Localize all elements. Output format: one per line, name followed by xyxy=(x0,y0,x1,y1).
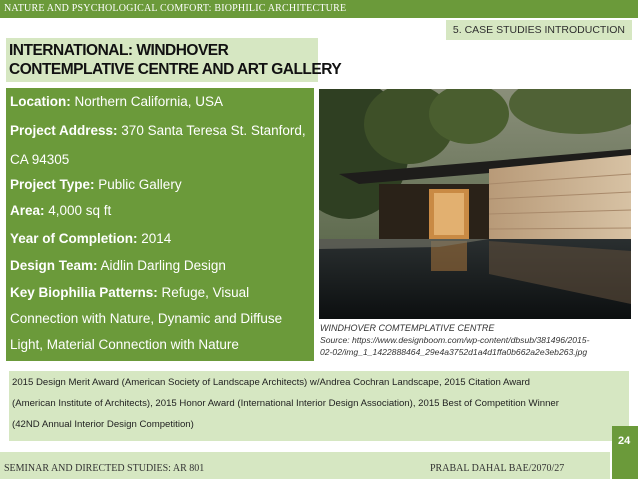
location-row xyxy=(10,94,223,109)
type-label: Project Type: xyxy=(10,177,95,192)
course-title: NATURE AND PSYCHOLOGICAL COMFORT: BIOPHILIC ARCHITECTURE xyxy=(4,3,347,14)
patterns-row-2: Connection with Nature, Dynamic and Diffuse xyxy=(10,311,283,326)
team-value: Aidlin Darling Design xyxy=(97,258,226,273)
footer-course: SEMINAR AND DIRECTED STUDIES: AR 801 xyxy=(4,463,205,474)
patterns-label: Key Biophilia Patterns: xyxy=(10,285,158,300)
type-row xyxy=(10,177,182,192)
awards-line-2: (American Institute of Architects), 2015 Honor Award (International Interior Design Association), 2015 Best of Competition Winner xyxy=(12,398,559,409)
team-label: Design Team: xyxy=(10,258,98,273)
year-label: Year of Completion: xyxy=(10,231,138,246)
caption-source-1: Source: https://www.designboom.com/wp-content/dbsub/381496/2015- xyxy=(320,335,590,345)
area-value: 4,000 sq ft xyxy=(44,203,112,218)
awards-line-3: (42ND Annual Interior Design Competition) xyxy=(12,419,194,430)
header-bar xyxy=(0,0,638,18)
type-value: Public Gallery xyxy=(94,177,182,192)
caption-source-2: 02-02/img_1_1422888464_29e4a3752d1a4d1ffa0b662a2e3eb263.jpg xyxy=(320,347,588,357)
address-row-2: CA 94305 xyxy=(10,152,70,167)
address-row xyxy=(10,123,306,138)
caption-title: WINDHOVER COMTEMPLATIVE CENTRE xyxy=(320,323,495,333)
title-line-2: CONTEMPLATIVE CENTRE AND ART GALLERY xyxy=(9,61,342,78)
photo-illustration xyxy=(319,89,631,319)
title-line-1: INTERNATIONAL: WINDHOVER xyxy=(9,42,229,59)
location-label: Location: xyxy=(10,94,71,109)
team-row xyxy=(10,258,226,273)
year-row xyxy=(10,231,171,246)
page-number-tab xyxy=(612,426,638,479)
year-value: 2014 xyxy=(137,231,172,246)
slide-title xyxy=(6,38,342,82)
section-label: 5. CASE STUDIES INTRODUCTION xyxy=(446,20,632,40)
area-label: Area: xyxy=(10,203,45,218)
windhover-photo xyxy=(319,89,631,319)
footer-bar xyxy=(0,452,610,479)
patterns-row xyxy=(10,285,249,300)
awards-box xyxy=(9,371,629,441)
area-row xyxy=(10,203,111,218)
patterns-value: Refuge, Visual xyxy=(157,285,250,300)
patterns-row-3: Light, Material Connection with Nature xyxy=(10,337,239,352)
address-label: Project Address: xyxy=(10,123,118,138)
page-number: 24 xyxy=(618,435,631,447)
project-info-panel xyxy=(6,88,314,361)
photo-caption xyxy=(320,322,636,358)
footer-author: PRABAL DAHAL BAE/2070/27 xyxy=(430,463,565,474)
awards-line-1: 2015 Design Merit Award (American Society of Landscape Architects) w/Andrea Cochran Landscape, 2015 Citation Award xyxy=(12,377,530,388)
location-value: Northern California, USA xyxy=(70,94,224,109)
address-value: 370 Santa Teresa St. Stanford, xyxy=(117,123,306,138)
